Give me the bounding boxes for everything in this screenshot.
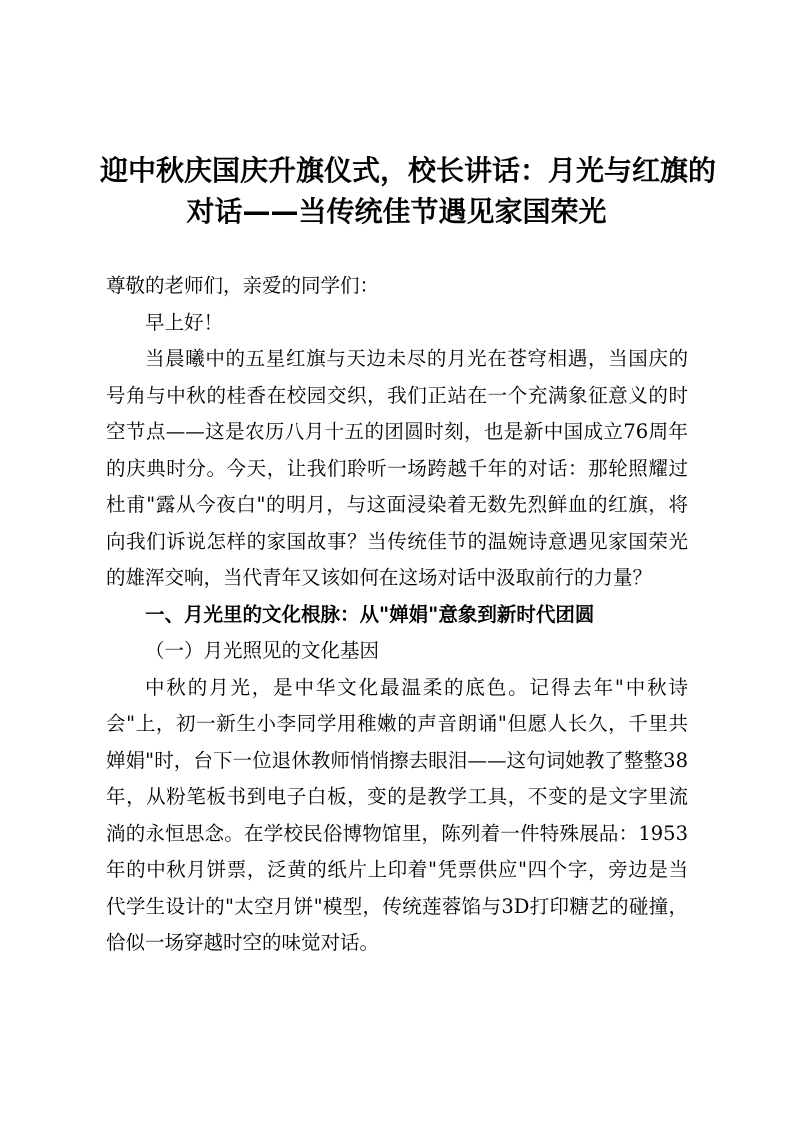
salutation: 尊敬的老师们，亲爱的同学们：: [106, 274, 380, 297]
section-1-paragraph: 中秋的月光，是中华文化最温柔的底色。记得去年"中秋诗会"上，初一新生小李同学用稚嫩的声音朗诵"但愿人长久，千里共婵娟"时，台下一位退休教师悄悄擦去眼泪——这句词她教了整整38年，从粉笔板书到电子白板，变的是教学工具，不变的是文字里流淌的永恒思念。在学校民俗博物馆里，陈列着一件特殊展品：1953年的中秋月饼票，泛黄的纸片上印着"凭票供应"四个字，旁边是当代学生设计的"太空月饼"模型，传统莲蓉馅与3D打印糖艺的碰撞，恰似一场穿越时空的味觉对话。: [106, 675, 688, 954]
document-title-line-1: 迎中秋庆国庆升旗仪式，校长讲话：月光与红旗的: [100, 154, 717, 187]
intro-paragraph: 当晨曦中的五星红旗与天边未尽的月光在苍穹相遇，当国庆的号角与中秋的桂香在校园交织，我们正站在一个充满象征意义的时空节点——这是农历八月十五的团圆时刻，也是新中国成立76周年的庆典时分。今天，让我们聆听一场跨越千年的对话：那轮照耀过杜甫"露从今夜白"的明月，与这面浸染着无数先烈鲜血的红旗，将向我们诉说怎样的家国故事？当传统佳节的温婉诗意遇见家国荣光的雄浑交响，当代青年又该如何在这场对话中汲取前行的力量？: [106, 347, 688, 589]
document-body: [106, 268, 688, 962]
section-1-heading: 一、月光里的文化根脉：从"婵娟"意象到新时代团圆: [145, 602, 595, 626]
document-title-line-2: 对话——当传统佳节遇见家国荣光: [186, 195, 607, 228]
section-1-subheading: （一）月光照见的文化基因: [145, 639, 380, 662]
greeting: 早上好！: [145, 310, 224, 334]
